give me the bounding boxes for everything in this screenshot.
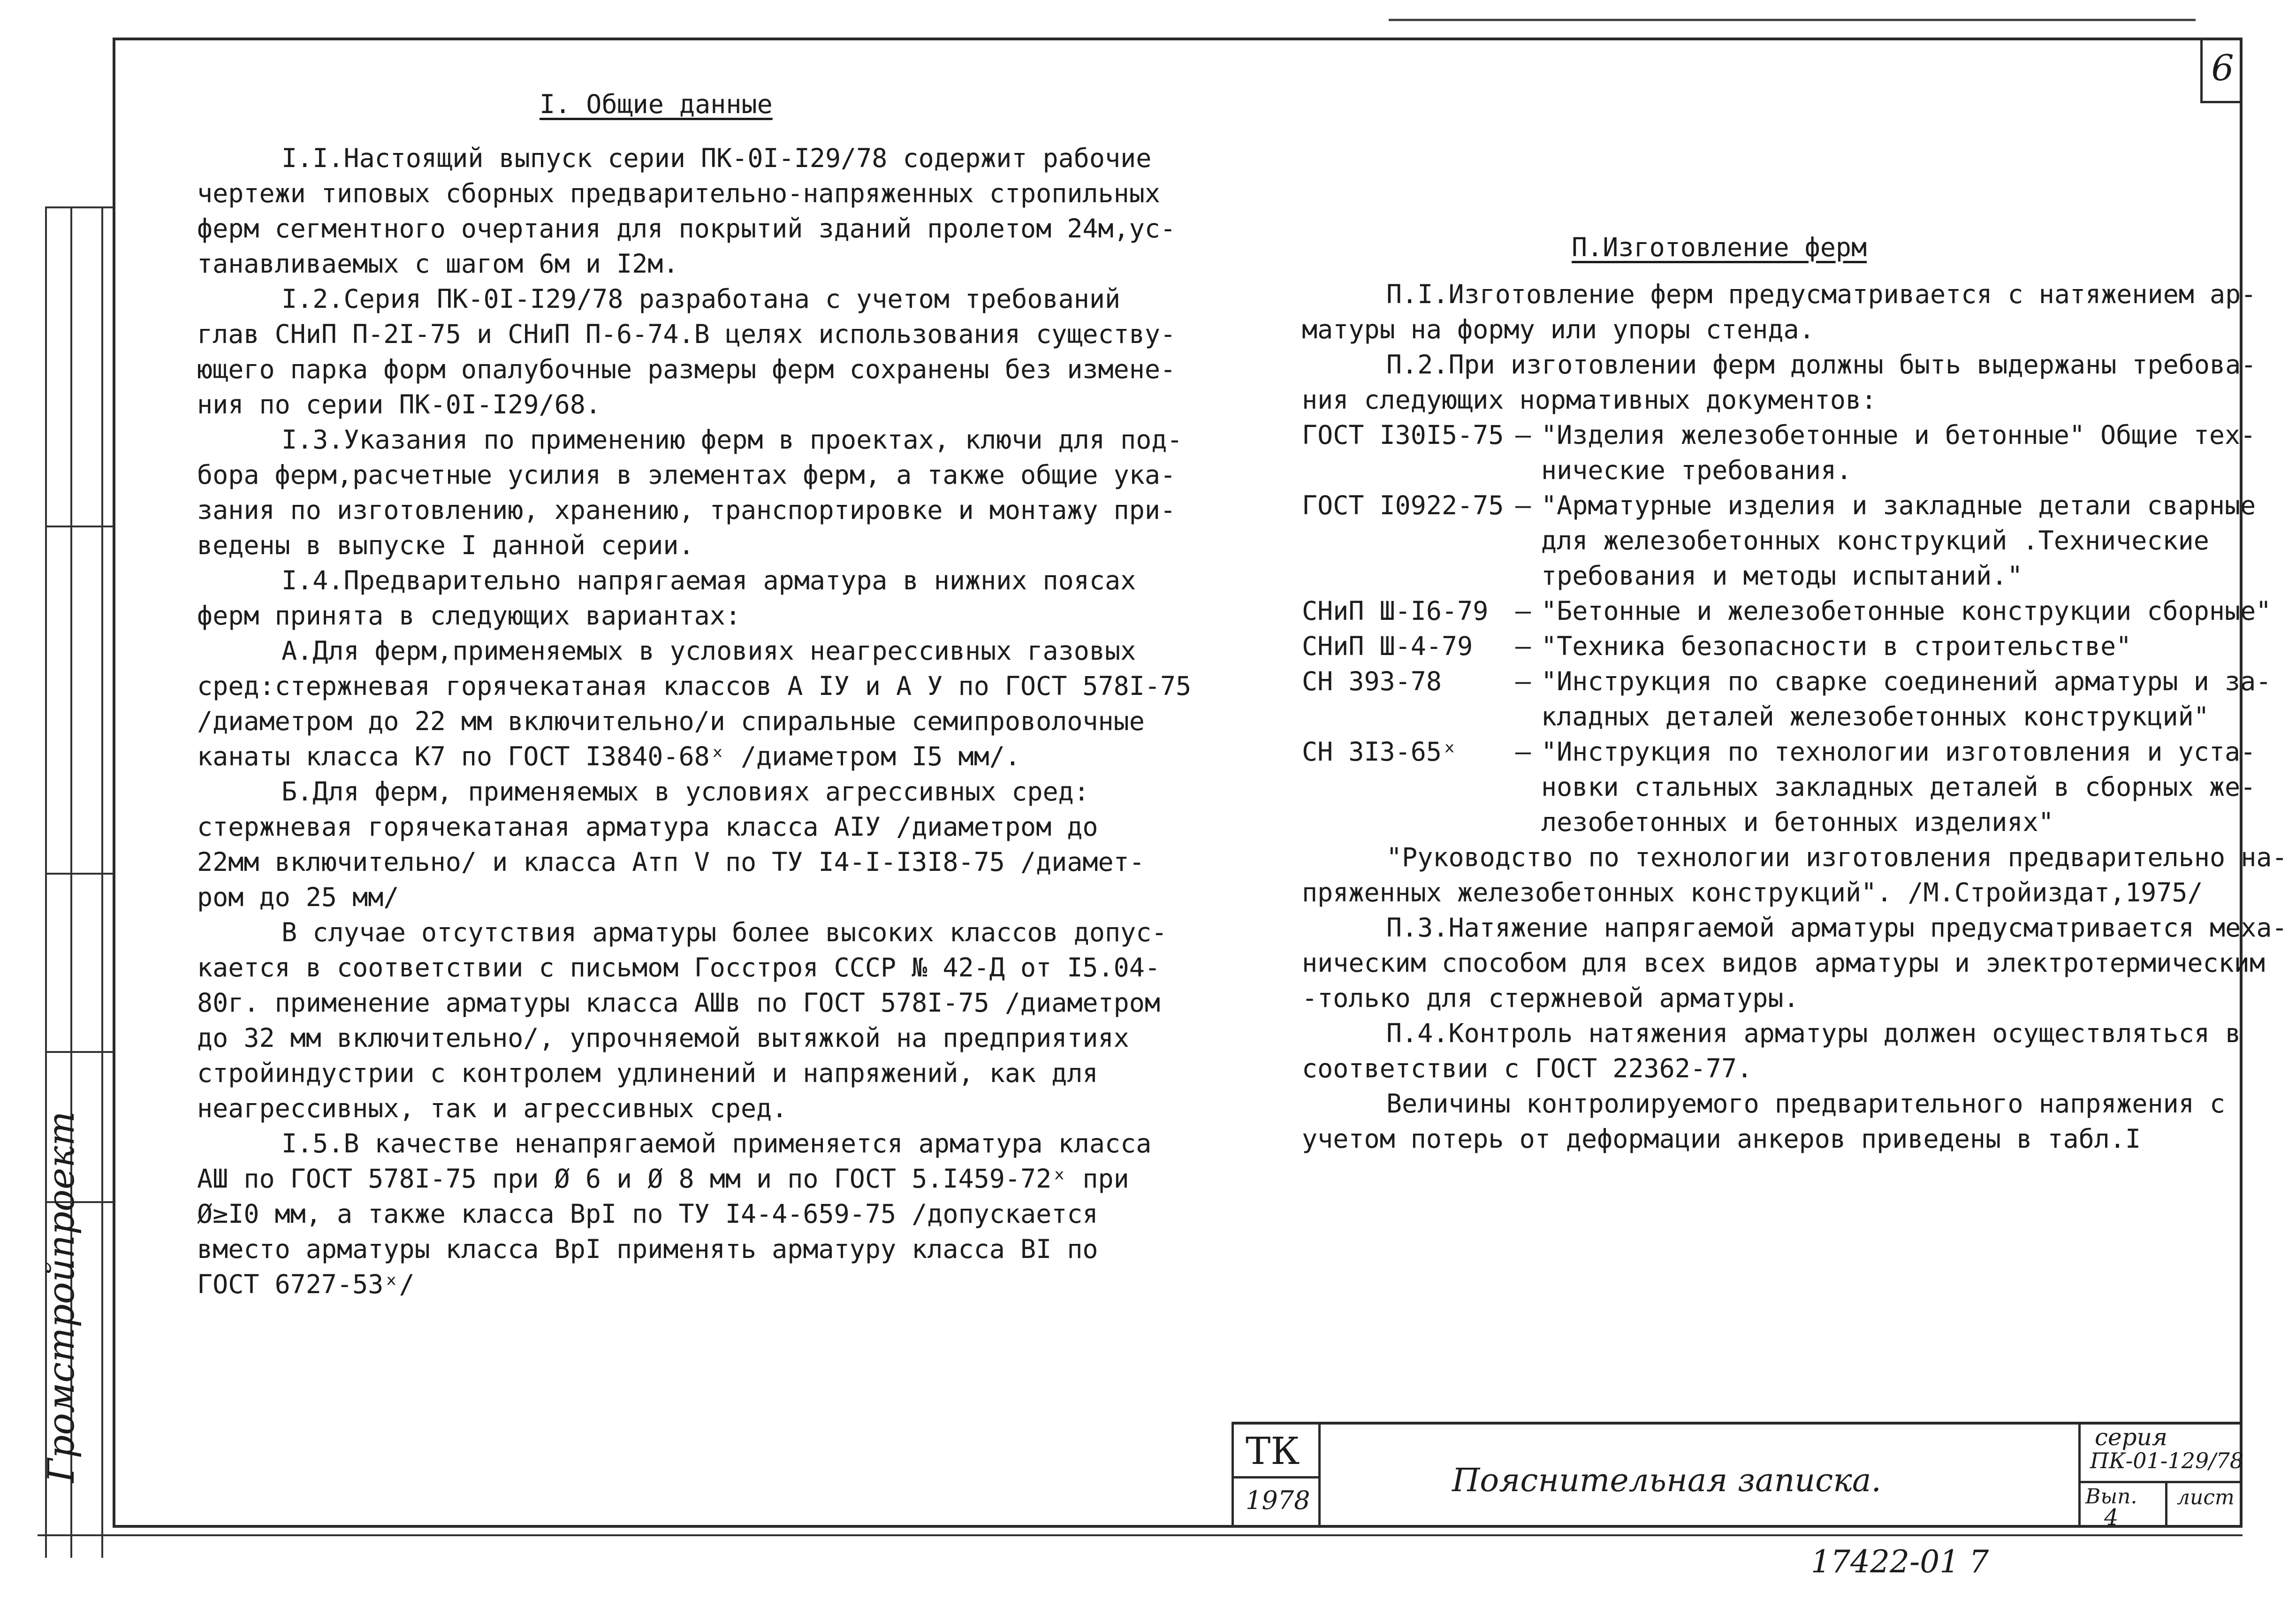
text-line: кается в соответствии с письмом Госстроя СССР № 42-Д от I5.04-	[197, 953, 1160, 983]
text-line: I.3.Указания по применению ферм в проектах, ключи для под-	[281, 425, 1183, 455]
text-line: I.2.Серия ПК-0I-I29/78 разработана с учетом требований	[281, 284, 1121, 314]
text-line: ГОСТ 6727-53ˣ/	[197, 1269, 415, 1299]
text-line: АШ по ГОСТ 578I-75 при Ø 6 и Ø 8 мм и по ГОСТ 5.I459-72ˣ при	[197, 1164, 1129, 1194]
reference-row	[1302, 629, 2288, 664]
reference-title: требования и методы испытаний."	[1541, 561, 2023, 591]
reference-dash: –	[1515, 596, 1531, 626]
reference-title: "Изделия железобетонные и бетонные" Общие тех-	[1541, 420, 2256, 450]
text-line: канаты класса К7 по ГОСТ I3840-68ˣ /диаметром I5 мм/.	[197, 741, 1020, 771]
issue-value: 4	[2104, 1504, 2119, 1531]
text-line: соответствии с ГОСТ 22362-77.	[1302, 1053, 1753, 1083]
text-line: до 32 мм включительно/, упрочняемой вытяжкой на предприятиях	[197, 1023, 1129, 1053]
reference-row	[1302, 734, 2288, 770]
reference-title: кладных деталей железобетонных конструкций"	[1541, 701, 2209, 732]
text-line: Ø≥I0 мм, а также класса ВрI по ТУ I4-4-659-75 /допускается	[197, 1199, 1098, 1229]
text-line: 80г. применение арматуры класса АШв по ГОСТ 578I-75 /диаметром	[197, 988, 1160, 1018]
text-line: В случае отсутствия арматуры более высоких классов допус-	[281, 917, 1167, 947]
reference-title: нические требования.	[1541, 455, 1852, 485]
reference-row	[1302, 523, 2288, 558]
reference-row	[1302, 805, 2288, 840]
text-line: ния следующих нормативных документов:	[1302, 385, 1877, 415]
section2-body	[1302, 277, 2288, 1157]
reference-title: "Инструкция по технологии изготовления и уста-	[1541, 737, 2256, 767]
reference-title: новки стальных закладных деталей в сборных же-	[1541, 772, 2256, 802]
reference-row	[1302, 418, 2288, 453]
text-line: ведены в выпуске I данной серии.	[197, 530, 694, 560]
text-line: I.I.Настоящий выпуск серии ПК-0I-I29/78 содержит рабочие	[281, 143, 1152, 173]
reference-code: СНиП Ш-4-79	[1302, 631, 1473, 661]
reference-dash: –	[1515, 631, 1531, 661]
text-line: /диаметром до 22 мм включительно/и спиральные семипроволочные	[197, 706, 1145, 736]
section1-title: I. Общие данные	[540, 89, 773, 119]
text-line: Б.Для ферм, применяемых в условиях агрессивных сред:	[281, 777, 1089, 807]
text-line: учетом потерь от деформации анкеров приведены в табл.I	[1302, 1124, 2141, 1154]
text-line: Величины контролируемого предварительного напряжения с	[1386, 1089, 2226, 1119]
text-line: пряженных железобетонных конструкций". /М.Стройиздат,1975/	[1302, 877, 2203, 907]
text-line: ющего парка форм опалубочные размеры ферм сохранены без измене-	[197, 354, 1176, 384]
org-code: ТК	[1246, 1429, 1300, 1473]
reference-dash: –	[1515, 666, 1531, 696]
text-line: ром до 25 мм/	[197, 882, 399, 912]
margin-tick	[45, 206, 113, 208]
margin-tick	[45, 526, 113, 527]
margin-tick	[45, 1051, 113, 1053]
reference-row	[1302, 699, 2288, 734]
text-line: ферм сегментного очертания для покрытий зданий пролетом 24м,ус-	[197, 213, 1176, 244]
text-line: -только для стержневой арматуры.	[1302, 983, 1799, 1013]
footer-number: 17422-01 7	[1811, 1544, 1989, 1580]
text-line: сред:стержневая горячекатаная классов А IУ и А У по ГОСТ 578I-75	[197, 671, 1192, 701]
series-label: серия	[2095, 1424, 2167, 1451]
text-line: танавливаемых с шагом 6м и I2м.	[197, 249, 679, 279]
reference-dash: –	[1515, 420, 1531, 450]
text-line: П.3.Натяжение напрягаемой арматуры предусматривается меха-	[1386, 913, 2288, 943]
text-line: вместо арматуры класса ВрI применять арматуру класса ВI по	[197, 1234, 1098, 1264]
reference-title: для железобетонных конструкций .Технические	[1541, 526, 2209, 556]
text-line: глав СНиП П-2I-75 и СНиП П-6-74.В целях использования существу-	[197, 319, 1176, 349]
text-line: "Руководство по технологии изготовления предварительно на-	[1386, 842, 2288, 872]
reference-code: ГОСТ I0922-75	[1302, 490, 1504, 520]
bottom-rule	[38, 1534, 2243, 1536]
issue-label: Вып.	[2085, 1485, 2137, 1509]
text-line: П.2.При изготовлении ферм должны быть выдержаны требова-	[1386, 350, 2257, 380]
reference-title: "Техника безопасности в строительстве"	[1541, 631, 2132, 661]
margin-tick	[45, 873, 113, 875]
title-block	[1232, 1422, 2244, 1531]
text-line: стройиндустрии с контролем удлинений и напряжений, как для	[197, 1058, 1098, 1088]
sheet-number: 6	[2200, 38, 2243, 103]
text-line: неагрессивных, так и агрессивных сред.	[197, 1093, 788, 1123]
doc-title: Пояснительная записка.	[1452, 1462, 1882, 1499]
text-line: чертежи типовых сборных предварительно-напряженных стропильных	[197, 178, 1160, 208]
reference-title: лезобетонных и бетонных изделиях"	[1541, 807, 2054, 837]
text-line: зания по изготовлению, хранению, транспортировке и монтажу при-	[197, 495, 1176, 525]
section2-title: П.Изготовление ферм	[1572, 232, 1867, 262]
text-line: ническим способом для всех видов арматуры и электротермическим	[1302, 948, 2265, 978]
reference-row	[1302, 488, 2288, 523]
text-line: 22мм включительно/ и класса Атп V по ТУ I4-I-I3I8-75 /диамет-	[197, 847, 1145, 877]
reference-code: ГОСТ I30I5-75	[1302, 420, 1504, 450]
top-rule	[1389, 19, 2196, 21]
text-line: матуры на форму или упоры стенда.	[1302, 314, 1815, 344]
reference-row	[1302, 558, 2288, 594]
text-line: стержневая горячекатаная арматура класса АIУ /диаметром до	[197, 812, 1098, 842]
reference-code: СН 393-78	[1302, 666, 1442, 696]
left-stamp: Гpoмстройпроект	[40, 1111, 83, 1483]
reference-code: СН 3I3-65ˣ	[1302, 737, 1458, 767]
text-line: П.4.Контроль натяжения арматуры должен осуществляться в	[1386, 1018, 2241, 1048]
text-line: ния по серии ПК-0I-I29/68.	[197, 389, 601, 419]
text-line: бора ферм,расчетные усилия в элементах ферм, а также общие ука-	[197, 460, 1176, 490]
reference-row	[1302, 770, 2288, 805]
reference-row	[1302, 594, 2288, 629]
text-line: ферм принята в следующих вариантах:	[197, 601, 741, 631]
text-line: I.4.Предварительно напрягаемая арматура в нижних поясах	[281, 565, 1136, 595]
reference-row	[1302, 453, 2288, 488]
reference-dash: –	[1515, 737, 1531, 767]
text-line: I.5.В качестве ненапрягаемой применяется арматура класса	[281, 1128, 1152, 1158]
text-line: А.Для ферм,применяемых в условиях неагрессивных газовых	[281, 636, 1136, 666]
reference-code: СНиП Ш-I6-79	[1302, 596, 1489, 626]
reference-title: "Инструкция по сварке соединений арматуры и за-	[1541, 666, 2272, 696]
year: 1978	[1246, 1486, 1310, 1515]
sheet-label: лист	[2177, 1486, 2235, 1509]
text-line: П.I.Изготовление ферм предусматривается с натяжением ар-	[1386, 279, 2257, 309]
series-value: ПК-01-129/78	[2090, 1448, 2244, 1473]
reference-title: "Бетонные и железобетонные конструкции сборные"	[1541, 596, 2272, 626]
section1-body	[197, 141, 1191, 1302]
reference-title: "Арматурные изделия и закладные детали сварные	[1541, 490, 2256, 520]
reference-row	[1302, 664, 2288, 699]
margin-line	[101, 206, 103, 1558]
reference-dash: –	[1515, 490, 1531, 520]
